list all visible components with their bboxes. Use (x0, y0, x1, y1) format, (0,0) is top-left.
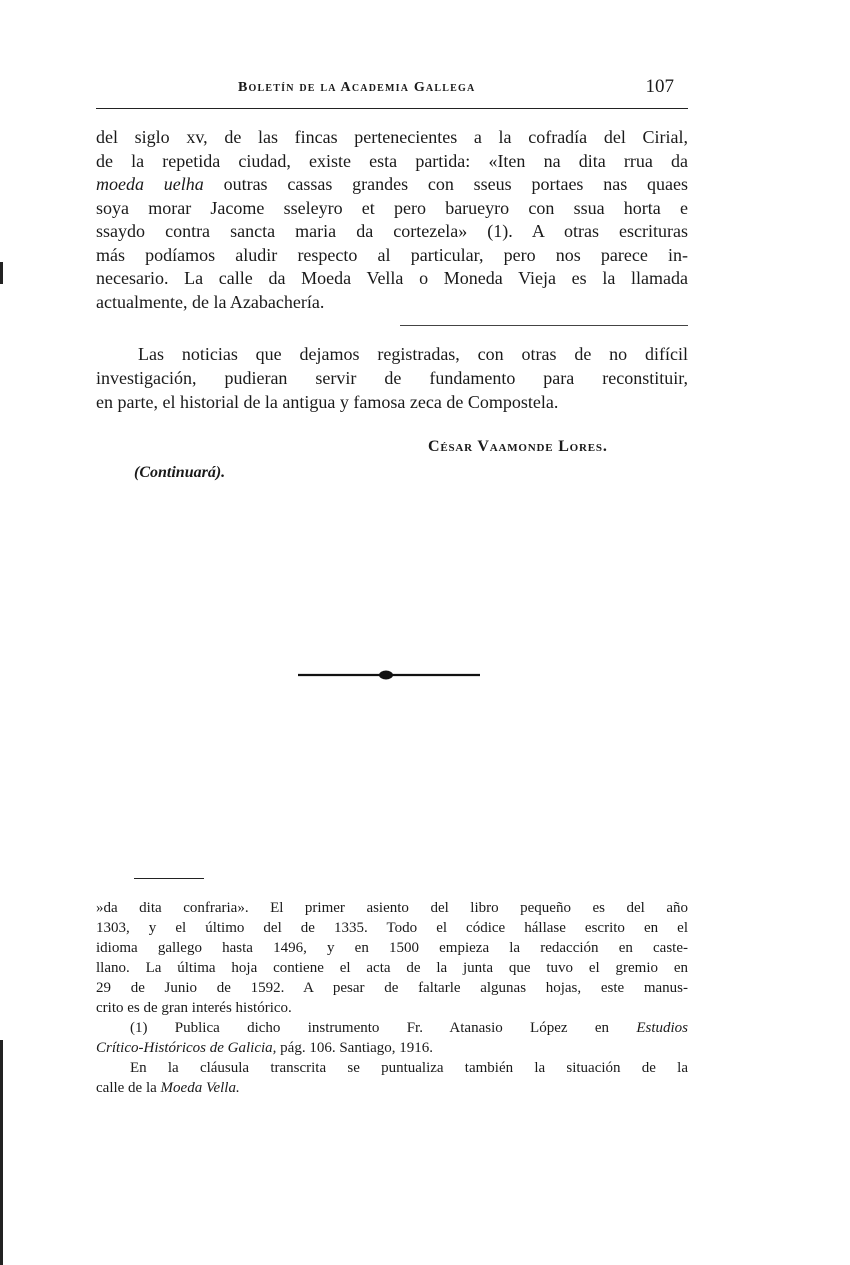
text-line: del siglo xv, de las fincas pertenecientes a la cofradía del Cirial, (96, 127, 688, 147)
footnote-italic: Moeda Vella. (160, 1080, 240, 1096)
text-line: en parte, el historial de la antigua y famosa zeca de Compostela. (96, 392, 559, 412)
text-line-rest: outras cassas grandes con sseus portaes nas quaes (203, 174, 688, 194)
edge-mark (0, 262, 3, 284)
footnotes (96, 898, 688, 1098)
edge-mark (0, 1040, 3, 1265)
text-line: más podíamos aludir respecto al particular, pero nos parece in- (96, 244, 688, 265)
footnote-line: »da dita confraria». El primer asiento del libro pequeño es del año (96, 900, 688, 916)
author-signature: César Vaamonde Lores. (428, 438, 608, 455)
ornament-divider (298, 668, 480, 682)
text-line: investigación, pudieran servir de fundamento para reconstituir, (96, 368, 688, 388)
running-title: Boletín de la Academia Gallega (238, 80, 476, 95)
footnote-line: 1303, y el último del de 1335. Todo el códice hállase escrito en el (96, 920, 688, 936)
page-number: 107 (645, 76, 674, 97)
header-rule (96, 108, 688, 109)
footnote-text: calle de la (96, 1080, 161, 1096)
text-line: soya morar Jacome sseleyro et pero barueyro con ssua horta e (96, 197, 688, 218)
footnote-rule (134, 878, 204, 879)
running-header (96, 76, 688, 106)
footnote-1-title-cont: Crítico-Históricos de Galicia, (96, 1040, 277, 1056)
footnote-line: llano. La última hoja contiene el acta de la junta que tuvo el gremio en (96, 960, 688, 976)
continuation-note: (Continuará). (134, 464, 226, 481)
footnote-line: idioma gallego hasta 1496, y en 1500 empieza la redacción en caste- (96, 940, 688, 956)
text-line: necesario. La calle da Moeda Vella o Moneda Vieja es la llamada (96, 268, 688, 288)
footnote-1-text: (1) Publica dicho instrumento Fr. Atanasio López en (130, 1020, 637, 1036)
text-line (96, 173, 688, 197)
section-rule (400, 325, 688, 326)
footnote-line (96, 1038, 688, 1058)
footnote-line (96, 1078, 688, 1098)
footnote-1-title: Estudios (636, 1020, 688, 1036)
text-line: ssaydo contra sancta maria da cortezela» (1). A otras escrituras (96, 221, 688, 241)
text-line: Las noticias que dejamos registradas, con otras de no difícil (138, 344, 688, 364)
text-line: actualmente, de la Azabachería. (96, 291, 325, 312)
paragraph-1 (96, 126, 688, 314)
italic-phrase: moeda uelha (96, 174, 204, 194)
text-line: de la repetida ciudad, existe esta partida: «Iten na dita rrua da (96, 150, 688, 171)
footnote-line: En la cláusula transcrita se puntualiza también la situación de la (130, 1060, 688, 1076)
footnote-1-citation: pág. 106. Santiago, 1916. (276, 1040, 434, 1056)
paragraph-2 (96, 342, 688, 414)
footnote-line: 29 de Junio de 1592. A pesar de faltarle algunas hojas, este manus- (96, 980, 688, 996)
footnote-line: crito es de gran interés histórico. (96, 1000, 292, 1016)
footnote-1 (96, 1018, 688, 1038)
